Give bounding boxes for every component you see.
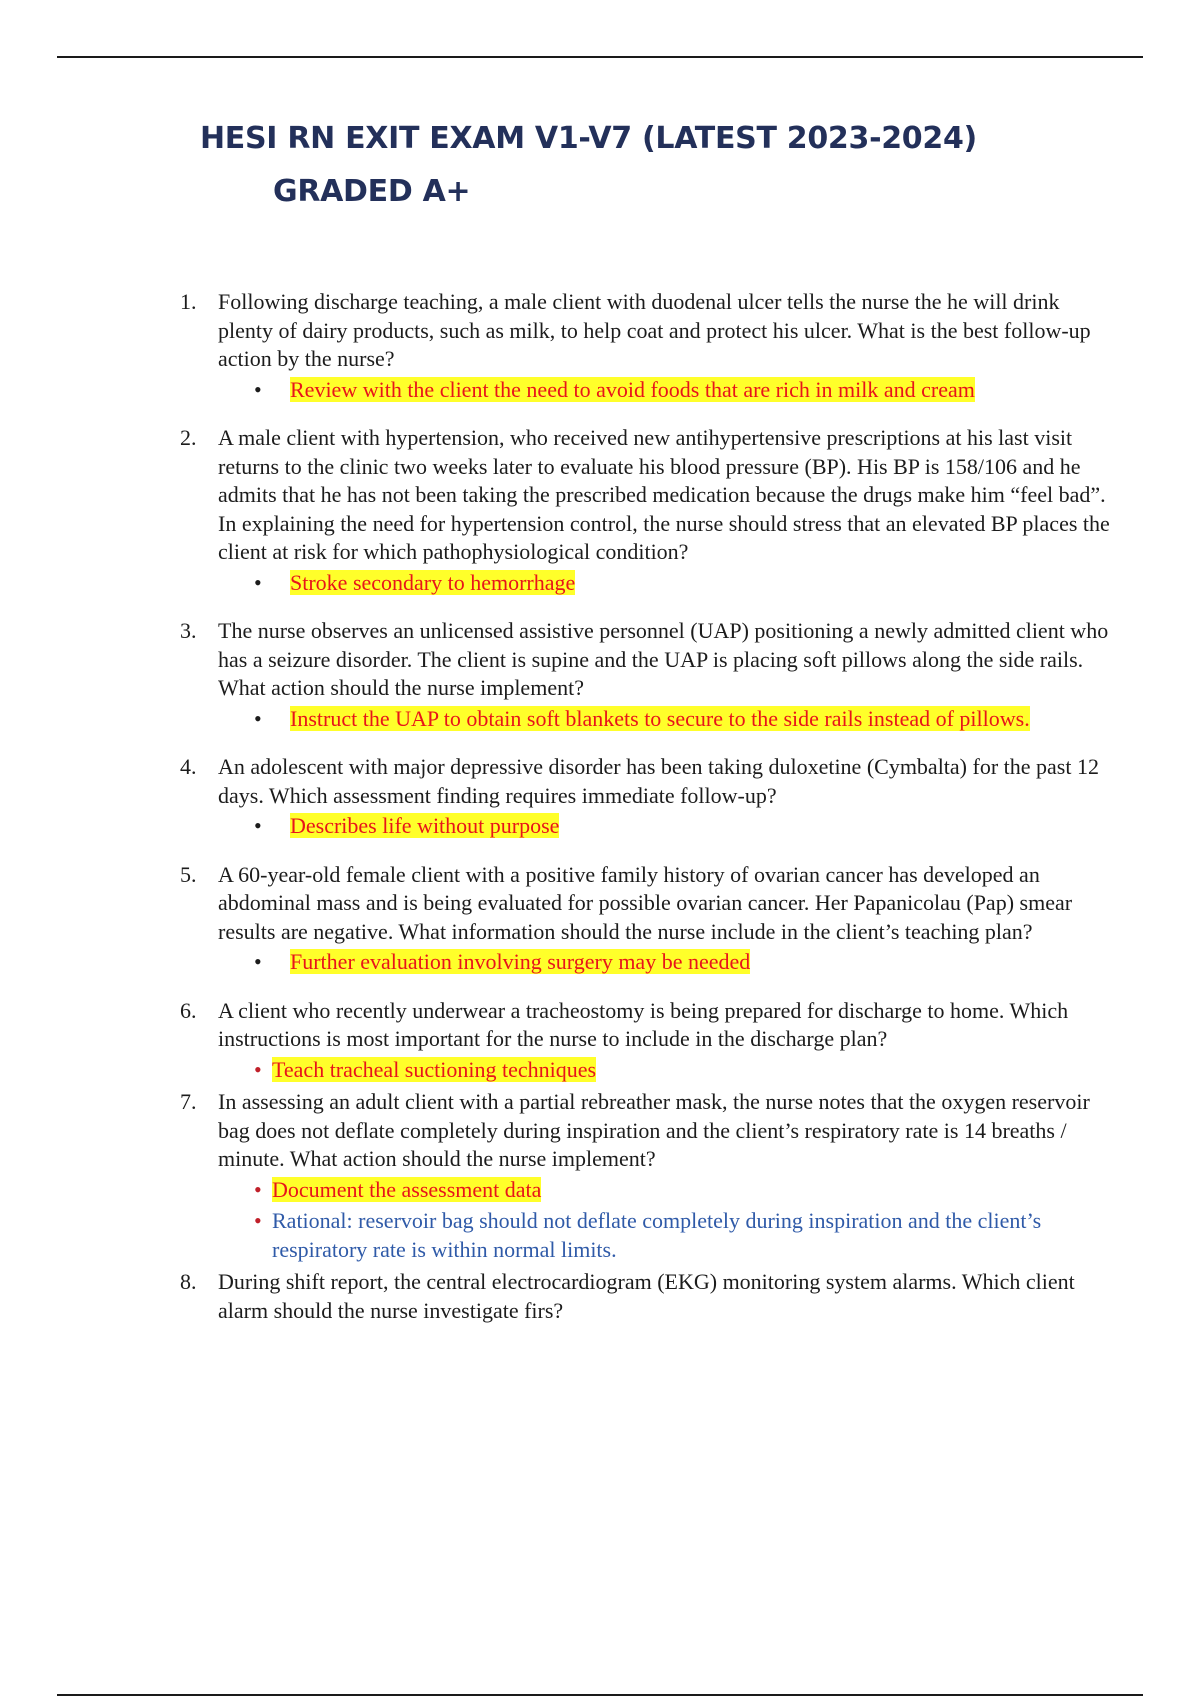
question-5 bbox=[180, 861, 1112, 977]
bullet-icon: • bbox=[254, 376, 262, 402]
bullet-icon: • bbox=[254, 813, 262, 838]
answer-item bbox=[218, 948, 1112, 977]
question-7 bbox=[180, 1088, 1112, 1264]
answer-item bbox=[218, 376, 1112, 405]
rational-item bbox=[218, 1207, 1112, 1264]
highlighted-answer: Teach tracheal suctioning techniques bbox=[272, 1056, 597, 1082]
answer-list bbox=[218, 569, 1112, 598]
answer-list bbox=[218, 705, 1112, 734]
question-4 bbox=[180, 753, 1112, 841]
highlighted-answer: Review with the client the need to avoid foods that are rich in milk and cream bbox=[290, 376, 975, 402]
document-title bbox=[200, 112, 1100, 218]
answer-item bbox=[218, 1176, 1112, 1205]
question-stem: During shift report, the central electrocardiogram (EKG) monitoring system alarms. Which client alarm should the nurse investigate firs? bbox=[218, 1269, 1075, 1323]
top-rule bbox=[57, 56, 1143, 58]
question-stem: A 60-year-old female client with a positive family history of ovarian cancer has developed an abdominal mass and is being evaluated for possible ovarian cancer. Her Papanicolau (Pap) smear results are negative. What information should the nurse include in the client’s teaching plan? bbox=[218, 861, 1073, 944]
question-stem: In assessing an adult client with a partial rebreather mask, the nurse notes that the oxygen reservoir bag does not deflate completely during inspiration and the client’s respiratory rate is 14 breaths / minute. What action should the nurse implement? bbox=[218, 1089, 1090, 1171]
answer-list bbox=[218, 1056, 1112, 1085]
question-number: 8. bbox=[180, 1269, 197, 1294]
question-stem: Following discharge teaching, a male client with duodenal ulcer tells the nurse the he will drink plenty of dairy products, such as milk, to help coat and protect his ulcer. What is the best follow-up action by the nurse? bbox=[218, 289, 1091, 371]
highlighted-answer: Instruct the UAP to obtain soft blankets to secure to the side rails instead of pillows. bbox=[290, 705, 1030, 731]
question-3 bbox=[180, 617, 1112, 733]
answer-list bbox=[218, 948, 1112, 977]
answer-list bbox=[218, 376, 1112, 405]
bullet-icon: • bbox=[254, 1176, 262, 1202]
bullet-icon: • bbox=[254, 705, 262, 731]
highlighted-answer: Describes life without purpose bbox=[290, 813, 560, 838]
question-6 bbox=[180, 997, 1112, 1085]
question-list bbox=[180, 288, 1112, 1325]
answer-item bbox=[218, 1056, 1112, 1085]
question-2 bbox=[180, 424, 1112, 597]
bullet-icon: • bbox=[254, 949, 262, 974]
question-number: 3. bbox=[180, 618, 197, 643]
answer-list bbox=[218, 812, 1112, 841]
question-stem: A client who recently underwear a tracheostomy is being prepared for discharge to home. Which instructions is most important for the nurse to include in the discharge plan? bbox=[218, 997, 1069, 1051]
highlighted-answer: Further evaluation involving surgery may be needed bbox=[290, 949, 751, 974]
question-stem: The nurse observes an unlicensed assistive personnel (UAP) positioning a newly admitted client who has a seizure disorder. The client is supine and the UAP is placing soft pillows along the side rails. What action should the nurse implement? bbox=[218, 618, 1109, 700]
bullet-icon: • bbox=[254, 569, 262, 595]
question-number: 2. bbox=[180, 425, 197, 450]
bullet-icon: • bbox=[254, 1056, 262, 1082]
question-stem: An adolescent with major depressive disorder has been taking duloxetine (Cymbalta) for the past 12 days. Which assessment finding requires immediate follow-up? bbox=[218, 754, 1099, 808]
question-1 bbox=[180, 288, 1112, 404]
answer-item bbox=[218, 812, 1112, 841]
answer-list bbox=[218, 1176, 1112, 1265]
question-number: 6. bbox=[180, 997, 197, 1023]
highlighted-answer: Stroke secondary to hemorrhage bbox=[290, 569, 576, 595]
question-stem: A male client with hypertension, who received new antihypertensive prescriptions at his last visit returns to the clinic two weeks later to evaluate his blood pressure (BP). His BP is 158/106 and he admits that he has not been taking the prescribed medication because the drugs make him “feel bad”. In explaining the need for hypertension control, the nurse should stress that an elevated BP places the client at risk for which pathophysiological condition? bbox=[218, 425, 1110, 564]
question-number: 5. bbox=[180, 861, 197, 887]
rational-text: Rational: reservoir bag should not deflate completely during inspiration and the client’s respiratory rate is within normal limits. bbox=[272, 1208, 1042, 1262]
bullet-icon: • bbox=[254, 1208, 262, 1233]
question-number: 7. bbox=[180, 1089, 197, 1114]
answer-item bbox=[218, 569, 1112, 598]
question-8 bbox=[180, 1268, 1112, 1325]
question-number: 4. bbox=[180, 754, 197, 779]
answer-item bbox=[218, 705, 1112, 734]
bottom-rule bbox=[57, 1694, 1143, 1696]
question-number: 1. bbox=[180, 289, 197, 314]
highlighted-answer: Document the assessment data bbox=[272, 1176, 542, 1202]
title-line-1: HESI RN EXIT EXAM V1-V7 (LATEST 2023-2024) bbox=[200, 121, 977, 156]
title-line-2: GRADED A+ bbox=[273, 174, 471, 209]
